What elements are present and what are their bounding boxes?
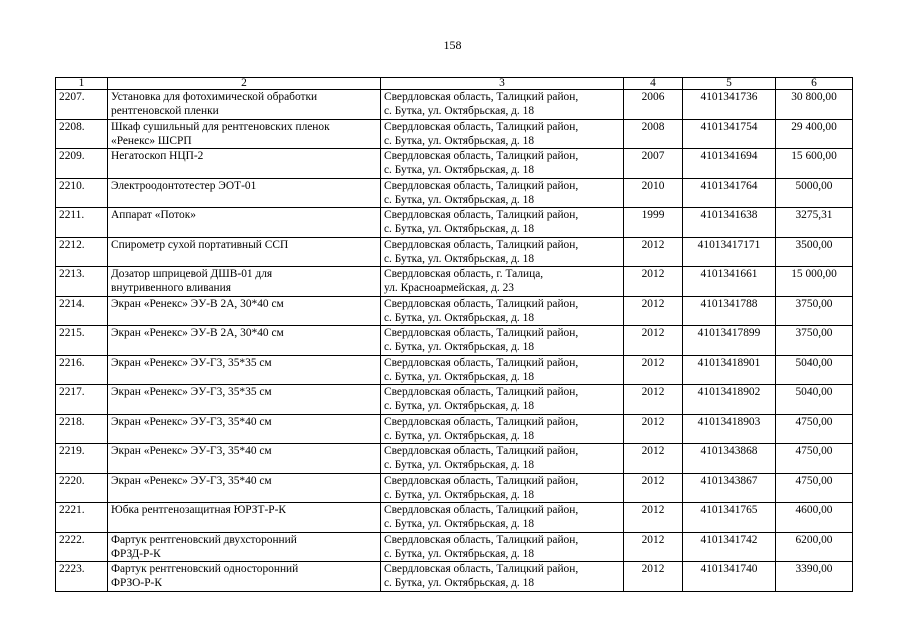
item-inventory-number: 4101341736: [683, 90, 776, 120]
item-inventory-number: 41013417171: [683, 237, 776, 267]
item-cost: 15 000,00: [776, 267, 853, 297]
row-number: 2218.: [56, 414, 108, 444]
item-name: [108, 149, 381, 179]
item-name: [108, 355, 381, 385]
item-inventory-number: 4101341742: [683, 532, 776, 562]
table-row: [56, 473, 853, 503]
item-inventory-number: 4101341764: [683, 178, 776, 208]
item-address-line: с. Бутка, ул. Октябрьская, д. 18: [384, 193, 535, 206]
item-address: [381, 385, 624, 415]
item-address: [381, 326, 624, 356]
table-row: [56, 503, 853, 533]
item-address-line: с. Бутка, ул. Октябрьская, д. 18: [384, 164, 535, 177]
item-address: [381, 355, 624, 385]
item-year: 2012: [624, 414, 683, 444]
item-address-line: с. Бутка, ул. Октябрьская, д. 18: [384, 105, 535, 118]
item-name-line: Экран «Ренекс» ЭУ-Г3, 35*35 см: [111, 356, 272, 369]
item-inventory-number: 41013418902: [683, 385, 776, 415]
item-name: [108, 178, 381, 208]
row-number: 2219.: [56, 444, 108, 474]
item-address-line: Свердловская область, Талицкий район,: [384, 297, 579, 310]
item-cost: 3750,00: [776, 296, 853, 326]
item-address-line: Свердловская область, Талицкий район,: [384, 504, 579, 516]
item-name-line: Экран «Ренекс» ЭУ-В 2А, 30*40 см: [111, 297, 284, 310]
item-cost: 4750,00: [776, 414, 853, 444]
item-name-line: Экран «Ренекс» ЭУ-Г3, 35*40 см: [111, 474, 272, 487]
table-row: [56, 562, 853, 592]
item-inventory-number: 41013417899: [683, 326, 776, 356]
item-cost: 15 600,00: [776, 149, 853, 179]
item-address-line: Свердловская область, Талицкий район,: [384, 386, 579, 398]
row-number: 2209.: [56, 149, 108, 179]
row-number: 2215.: [56, 326, 108, 356]
item-name: [108, 414, 381, 444]
row-number: 2220.: [56, 473, 108, 503]
item-name-line: внутривенного вливания: [111, 282, 231, 295]
item-name-line: ФРЗД-Р-К: [111, 547, 161, 560]
item-cost: 6200,00: [776, 532, 853, 562]
table-row: [56, 385, 853, 415]
row-number: 2214.: [56, 296, 108, 326]
property-registry-table: [55, 77, 853, 592]
item-address-line: Свердловская область, Талицкий район,: [384, 533, 579, 546]
row-number: 2223.: [56, 562, 108, 592]
item-cost: 4600,00: [776, 503, 853, 533]
item-address: [381, 208, 624, 238]
column-header-num: 1: [56, 78, 108, 90]
item-address: [381, 473, 624, 503]
item-inventory-number: 4101341765: [683, 503, 776, 533]
row-number: 2207.: [56, 90, 108, 120]
item-cost: 4750,00: [776, 473, 853, 503]
item-name-line: Спирометр сухой портативный ССП: [111, 238, 289, 251]
row-number: 2211.: [56, 208, 108, 238]
item-cost: 3390,00: [776, 562, 853, 592]
item-name-line: Экран «Ренекс» ЭУ-Г3, 35*35 см: [111, 386, 272, 398]
item-name-line: Дозатор шприцевой ДШВ-01 для: [111, 268, 273, 280]
item-address-line: с. Бутка, ул. Октябрьская, д. 18: [384, 341, 535, 354]
item-address-line: Свердловская область, Талицкий район,: [384, 327, 579, 339]
table-row: [56, 208, 853, 238]
item-address-line: с. Бутка, ул. Октябрьская, д. 18: [384, 518, 535, 531]
item-name-line: Экран «Ренекс» ЭУ-Г3, 35*40 см: [111, 415, 272, 428]
item-inventory-number: 4101343867: [683, 473, 776, 503]
column-header-address: 3: [381, 78, 624, 90]
item-name: [108, 473, 381, 503]
item-name-line: Шкаф сушильный для рентгеновских пленок: [111, 120, 330, 133]
item-cost: 29 400,00: [776, 119, 853, 149]
item-address-line: с. Бутка, ул. Октябрьская, д. 18: [384, 311, 535, 324]
item-name: [108, 503, 381, 533]
page-number: 158: [443, 38, 462, 52]
item-name: [108, 90, 381, 120]
item-address: [381, 532, 624, 562]
item-inventory-number: 4101341694: [683, 149, 776, 179]
item-name: [108, 237, 381, 267]
table-row: [56, 532, 853, 562]
item-name: [108, 532, 381, 562]
item-name-line: Экран «Ренекс» ЭУ-В 2А, 30*40 см: [111, 327, 284, 339]
item-name: [108, 385, 381, 415]
item-year: 1999: [624, 208, 683, 238]
item-year: 2012: [624, 473, 683, 503]
item-year: 2012: [624, 355, 683, 385]
item-year: 2012: [624, 503, 683, 533]
item-address-line: Свердловская область, Талицкий район,: [384, 91, 579, 103]
item-year: 2012: [624, 532, 683, 562]
row-number: 2213.: [56, 267, 108, 297]
item-address-line: с. Бутка, ул. Октябрьская, д. 18: [384, 134, 535, 147]
table-row: [56, 178, 853, 208]
item-address: [381, 178, 624, 208]
item-address-line: с. Бутка, ул. Октябрьская, д. 18: [384, 223, 535, 236]
item-year: 2012: [624, 267, 683, 297]
table-row: [56, 149, 853, 179]
item-name-line: Фартук рентгеновский двухсторонний: [111, 533, 297, 546]
row-number: 2222.: [56, 532, 108, 562]
table-row: [56, 444, 853, 474]
item-address: [381, 444, 624, 474]
item-name-line: Аппарат «Поток»: [111, 209, 196, 221]
item-address: [381, 503, 624, 533]
item-address-line: с. Бутка, ул. Октябрьская, д. 18: [384, 547, 535, 560]
row-number: 2210.: [56, 178, 108, 208]
item-address-line: Свердловская область, Талицкий район,: [384, 563, 579, 575]
item-address-line: с. Бутка, ул. Октябрьская, д. 18: [384, 488, 535, 501]
item-year: 2007: [624, 149, 683, 179]
item-inventory-number: 41013418901: [683, 355, 776, 385]
item-address-line: Свердловская область, Талицкий район,: [384, 150, 579, 162]
item-cost: 5000,00: [776, 178, 853, 208]
item-year: 2012: [624, 444, 683, 474]
table-row: [56, 355, 853, 385]
item-name-line: Фартук рентгеновский односторонний: [111, 563, 299, 575]
item-address: [381, 414, 624, 444]
item-name: [108, 562, 381, 592]
item-address-line: с. Бутка, ул. Октябрьская, д. 18: [384, 577, 535, 590]
item-address: [381, 149, 624, 179]
item-name-line: рентгеновской пленки: [111, 105, 219, 118]
item-name: [108, 119, 381, 149]
row-number: 2221.: [56, 503, 108, 533]
item-name: [108, 296, 381, 326]
table-row: [56, 414, 853, 444]
item-name: [108, 208, 381, 238]
column-header-cost: 6: [776, 78, 853, 90]
item-cost: 5040,00: [776, 355, 853, 385]
item-inventory-number: 4101341638: [683, 208, 776, 238]
item-address: [381, 237, 624, 267]
item-name: [108, 444, 381, 474]
item-address-line: Свердловская область, Талицкий район,: [384, 209, 579, 221]
item-year: 2012: [624, 385, 683, 415]
row-number: 2208.: [56, 119, 108, 149]
column-header-year: 4: [624, 78, 683, 90]
item-inventory-number: 4101341740: [683, 562, 776, 592]
item-name-line: Юбка рентгенозащитная ЮРЗТ-Р-К: [111, 504, 286, 516]
item-year: 2010: [624, 178, 683, 208]
item-year: 2008: [624, 119, 683, 149]
item-inventory-number: 4101343868: [683, 444, 776, 474]
item-cost: 3750,00: [776, 326, 853, 356]
item-name-line: Установка для фотохимической обработки: [111, 91, 318, 103]
item-address-line: с. Бутка, ул. Октябрьская, д. 18: [384, 400, 535, 413]
item-cost: 5040,00: [776, 385, 853, 415]
item-cost: 3500,00: [776, 237, 853, 267]
table-row: [56, 90, 853, 120]
row-number: 2217.: [56, 385, 108, 415]
item-name-line: Экран «Ренекс» ЭУ-Г3, 35*40 см: [111, 445, 272, 457]
item-address: [381, 562, 624, 592]
item-name-line: ФРЗО-Р-К: [111, 577, 162, 590]
column-header-row: [56, 78, 853, 90]
item-address-line: с. Бутка, ул. Октябрьская, д. 18: [384, 459, 535, 472]
item-name-line: Электроодонтотестер ЭОТ-01: [111, 179, 257, 192]
table-row: [56, 267, 853, 297]
item-address-line: Свердловская область, Талицкий район,: [384, 445, 579, 457]
item-address-line: с. Бутка, ул. Октябрьская, д. 18: [384, 429, 535, 442]
item-inventory-number: 4101341788: [683, 296, 776, 326]
table-row: [56, 119, 853, 149]
item-cost: 4750,00: [776, 444, 853, 474]
item-cost: 30 800,00: [776, 90, 853, 120]
item-address-line: Свердловская область, Талицкий район,: [384, 474, 579, 487]
item-year: 2012: [624, 562, 683, 592]
item-name-line: «Ренекс» ШСРП: [111, 134, 192, 147]
item-inventory-number: 41013418903: [683, 414, 776, 444]
item-address-line: Свердловская область, Талицкий район,: [384, 356, 579, 369]
item-address: [381, 296, 624, 326]
table-body: [56, 90, 853, 592]
table-row: [56, 296, 853, 326]
item-name: [108, 326, 381, 356]
item-address-line: Свердловская область, Талицкий район,: [384, 179, 579, 192]
table-row: [56, 326, 853, 356]
item-name: [108, 267, 381, 297]
item-address: [381, 267, 624, 297]
item-year: 2012: [624, 237, 683, 267]
item-year: 2012: [624, 296, 683, 326]
item-address-line: Свердловская область, Талицкий район,: [384, 120, 579, 133]
item-inventory-number: 4101341754: [683, 119, 776, 149]
item-address: [381, 90, 624, 120]
item-address-line: Свердловская область, г. Талица,: [384, 268, 544, 280]
item-address-line: Свердловская область, Талицкий район,: [384, 415, 579, 428]
row-number: 2216.: [56, 355, 108, 385]
table-row: [56, 237, 853, 267]
item-year: 2012: [624, 326, 683, 356]
item-inventory-number: 4101341661: [683, 267, 776, 297]
row-number: 2212.: [56, 237, 108, 267]
column-header-inventory: 5: [683, 78, 776, 90]
item-address-line: с. Бутка, ул. Октябрьская, д. 18: [384, 252, 535, 265]
item-cost: 3275,31: [776, 208, 853, 238]
column-header-name: 2: [108, 78, 381, 90]
item-address: [381, 119, 624, 149]
item-address-line: Свердловская область, Талицкий район,: [384, 238, 579, 251]
item-name-line: Негатоскоп НЦП-2: [111, 150, 204, 162]
item-year: 2006: [624, 90, 683, 120]
item-address-line: с. Бутка, ул. Октябрьская, д. 18: [384, 370, 535, 383]
item-address-line: ул. Красноармейская, д. 23: [384, 282, 514, 295]
